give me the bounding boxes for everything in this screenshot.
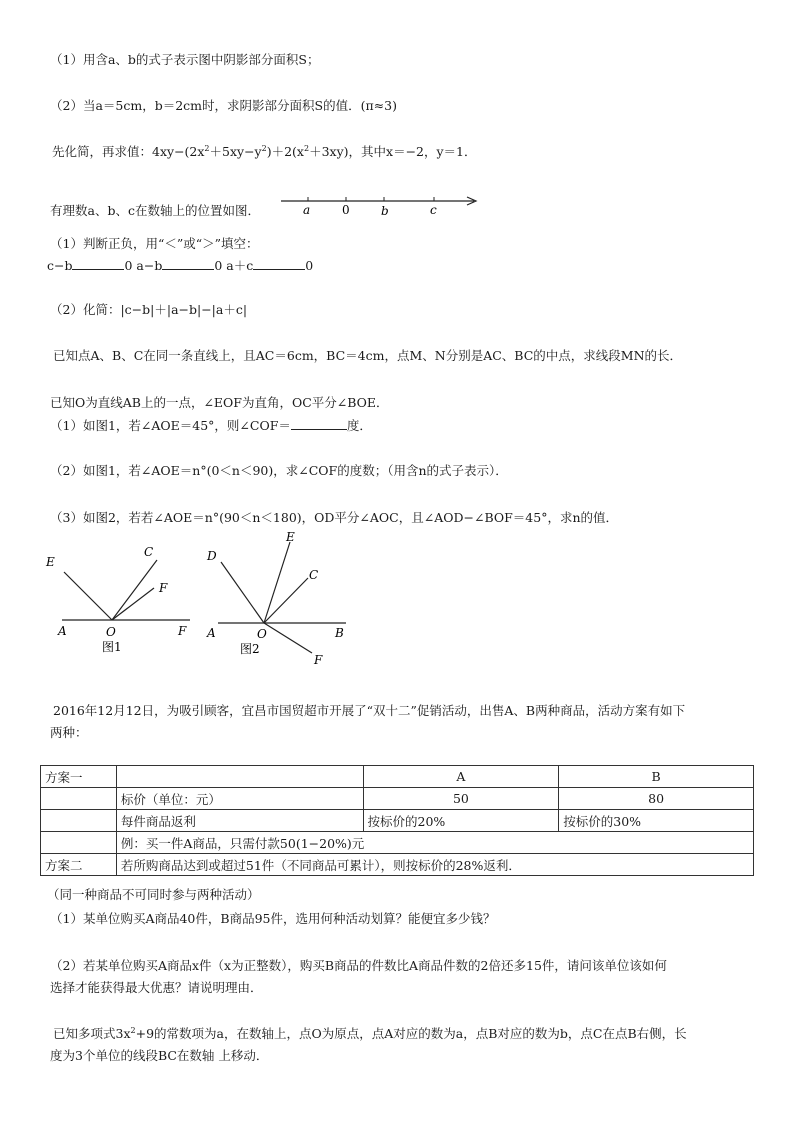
question-text: （2）当a＝5cm，b＝2cm时，求阴影部分面积S的值．(π≈3) (50, 98, 397, 113)
axis-label-a: a (303, 203, 311, 217)
answer-blank[interactable] (72, 257, 124, 270)
axis-label-zero: 0 (342, 203, 350, 217)
text-part: 0 a＋c (214, 258, 254, 273)
text-part: 已知多项式3x (53, 1026, 131, 1041)
question-text: 度为3个单位的线段BC在数轴 上移动． (50, 1048, 269, 1063)
table-cell: 50 (363, 788, 559, 810)
label-f: F (178, 624, 187, 638)
question-text: （1）判断正负，用“＜”或“＞”填空： (50, 236, 259, 251)
label-d: D (207, 549, 217, 563)
question-text: （1）某单位购买A商品40件，B商品95件，选用何种活动划算？能便宜多少钱？ (50, 911, 496, 926)
question-text: 已知点A、B、C在同一条直线上，且AC＝6cm，BC＝4cm，点M、N分别是AC、BC的中点，求线段MN的长． (53, 348, 683, 363)
text-part: 0 a−b (124, 258, 163, 273)
label-a: A (58, 624, 67, 638)
figure-2 (200, 530, 360, 670)
ray-oe (264, 542, 290, 623)
label-b: B (335, 626, 344, 640)
table-row (41, 854, 754, 876)
text-part: ＋3xy)，其中x＝−2，y＝1． (309, 144, 477, 159)
question-text: 有理数a、b、c在数轴上的位置如图． (50, 203, 260, 218)
text-part: ＋5xy−y (209, 144, 262, 159)
answer-blank[interactable] (162, 257, 214, 270)
label-e: E (46, 555, 55, 569)
table-cell: 标价（单位：元） (116, 788, 363, 810)
table-cell: 每件商品返利 (116, 810, 363, 832)
fill-in-line (47, 257, 313, 274)
axis-label-b: b (381, 204, 389, 218)
table-cell: 80 (559, 788, 754, 810)
exponent: 2 (261, 143, 267, 153)
table-cell: 按标价的30% (559, 810, 754, 832)
label-c: C (144, 545, 154, 559)
question-text (53, 1026, 687, 1042)
table-cell: 方案二 (41, 854, 117, 876)
figure-caption: 图1 (102, 640, 122, 654)
text-part: 先化简，再求值：4xy−(2x (52, 144, 205, 159)
simplify-question (52, 144, 477, 160)
table-cell: 按标价的20% (363, 810, 559, 832)
question-text: 两种： (50, 725, 88, 740)
ray-oe (64, 572, 112, 620)
table-row (41, 832, 754, 854)
text-part: 度． (346, 418, 372, 433)
table-note: （同一种商品不可同时参与两种活动） (47, 887, 260, 902)
table-cell: 若所购商品达到或超过51件（不同商品可累计），则按标价的28%返利． (116, 854, 753, 876)
label-o: O (257, 627, 267, 641)
table-cell: 例：买一件A商品，只需付款50(1−20%)元 (116, 832, 753, 854)
ray-oc (112, 560, 157, 620)
table-row (41, 766, 754, 788)
table-cell (41, 810, 117, 832)
question-text: 已知O为直线AB上的一点，∠EOF为直角，OC平分∠BOE． (50, 395, 389, 410)
figure-caption: 图2 (240, 642, 260, 656)
question-text: （2）如图1，若∠AOE＝n°(0＜n＜90)，求∠COF的度数；（用含n的式子表示）． (50, 463, 508, 478)
question-text: （2）若某单位购买A商品x件（x为正整数），购买B商品的件数比A商品件数的2倍还多15件，请问该单位该如何 (50, 958, 667, 973)
question-text: 2016年12月12日，为吸引顾客，宜昌市国贸超市开展了“双十二”促销活动，出售A、B两种商品，活动方案有如下 (53, 703, 686, 718)
label-f: F (159, 581, 168, 595)
label-e: E (286, 530, 295, 544)
text-part: +9的常数项为a，在数轴上，点O为原点，点A对应的数为a，点B对应的数为b，点C在点B右侧，长 (135, 1026, 687, 1041)
table-cell: B (559, 766, 754, 788)
text-part: c−b (47, 258, 73, 273)
question-text (50, 417, 372, 434)
promotion-table (40, 765, 754, 876)
label-a: A (207, 626, 216, 640)
table-row (41, 788, 754, 810)
table-cell (41, 788, 117, 810)
label-o: O (106, 625, 116, 639)
answer-blank[interactable] (253, 257, 305, 270)
figure-1 (40, 540, 200, 660)
exponent: 2 (204, 143, 210, 153)
number-line-figure (278, 188, 483, 220)
table-cell: 方案一 (41, 766, 117, 788)
table-cell (116, 766, 363, 788)
ray-od (221, 562, 264, 623)
question-text: （3）如图2，若若∠AOE＝n°(90＜n＜180)，OD平分∠AOC，且∠AOD−∠BOF＝45°，求n的值． (50, 510, 618, 525)
exponent: 2 (130, 1025, 136, 1035)
text-part: 0 (305, 258, 314, 273)
table-cell (41, 832, 117, 854)
label-c: C (309, 568, 319, 582)
table-cell: A (363, 766, 559, 788)
text-part: )＋2(x (266, 144, 304, 159)
question-text: （1）用含a、b的式子表示图中阴影部分面积S； (50, 52, 320, 67)
exponent: 2 (303, 143, 310, 153)
question-text: 选择才能获得最大优惠？请说明理由． (50, 980, 263, 995)
table-row (41, 810, 754, 832)
text-part: （1）如图1，若∠AOE＝45°，则∠COF＝ (50, 418, 291, 433)
ray-of (264, 623, 312, 653)
axis-label-c: c (430, 203, 437, 217)
question-text: （2）化简：|c−b|＋|a−b|−|a＋c| (50, 302, 248, 317)
label-f: F (314, 653, 323, 667)
answer-blank[interactable] (291, 417, 347, 430)
